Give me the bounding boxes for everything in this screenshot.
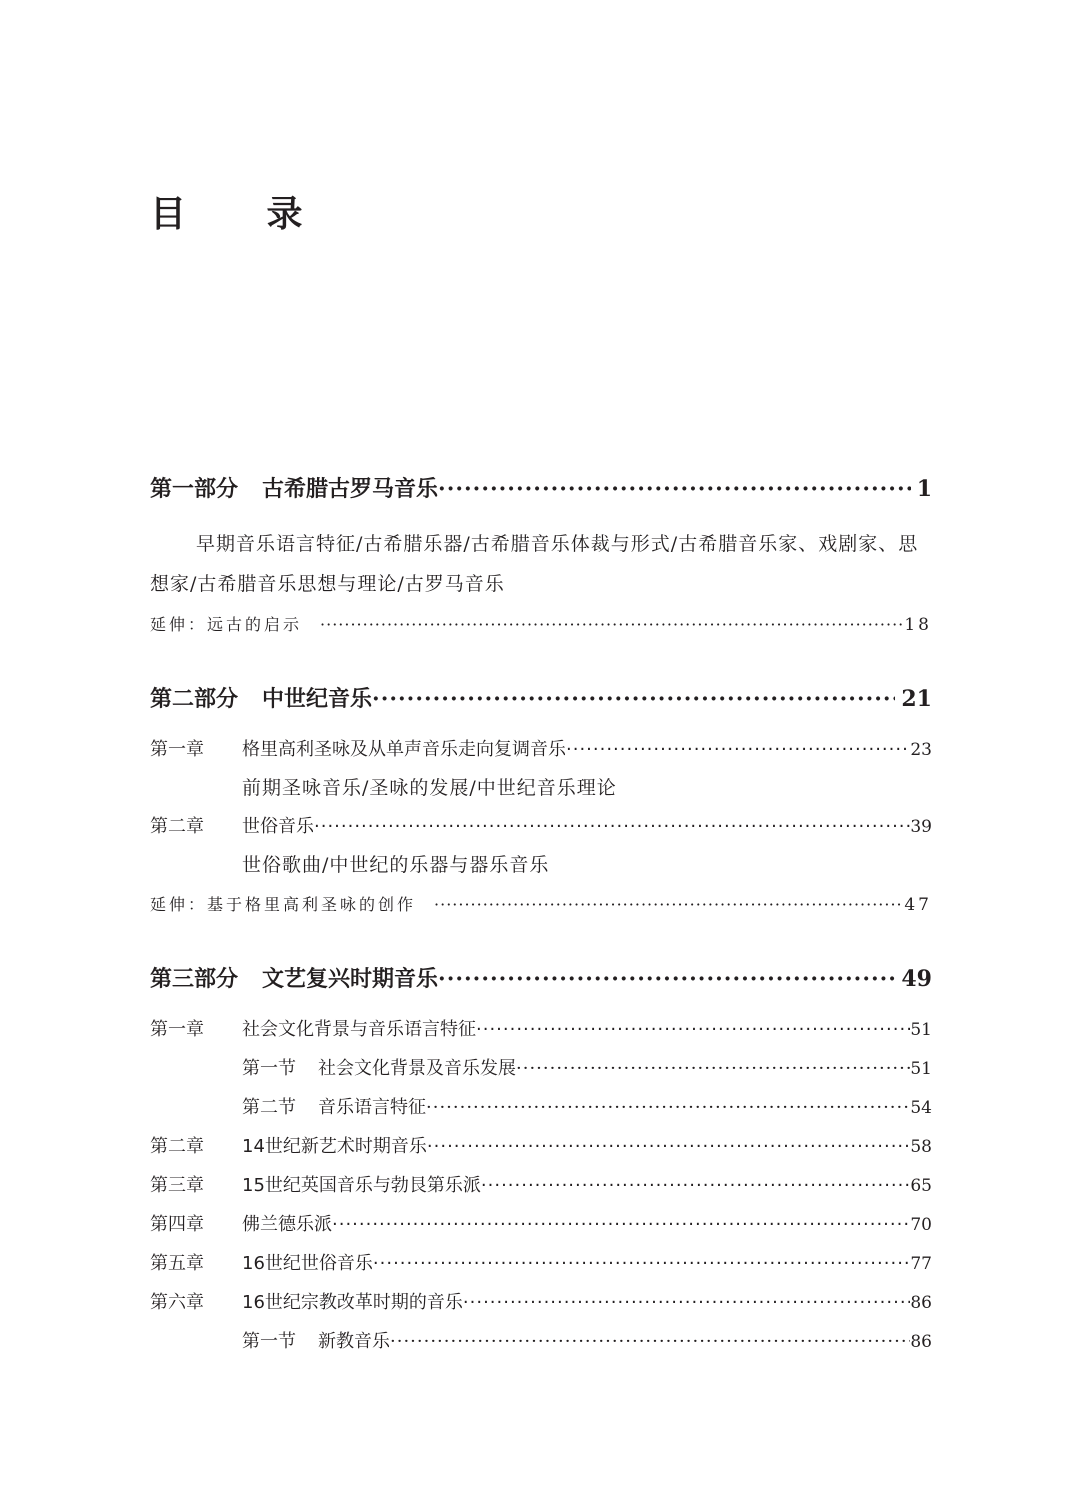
chapter-number: 第一章: [150, 1019, 204, 1040]
dot-leader: [476, 1010, 910, 1049]
toc-chapter[interactable]: [150, 730, 932, 769]
section-number: 第一节: [242, 1331, 296, 1352]
part-number: 第一部分: [150, 476, 239, 502]
toc-chapter[interactable]: [150, 1283, 932, 1322]
toc-section[interactable]: [150, 1049, 932, 1088]
dot-leader: [426, 1088, 910, 1127]
page-number: 49: [901, 966, 932, 992]
part-title: 文艺复兴时期音乐: [262, 966, 439, 992]
toc-chapter[interactable]: [150, 1010, 932, 1049]
page-number: 18: [904, 615, 932, 635]
extension-title: 延伸：远古的启示: [150, 615, 303, 634]
chapter-title: 16世纪宗教改革时期的音乐: [242, 1292, 463, 1313]
page-number: 77: [910, 1254, 932, 1274]
page-number: 70: [910, 1215, 932, 1235]
toc-chapter[interactable]: [150, 1244, 932, 1283]
dot-leader: [372, 676, 895, 722]
part-number: 第三部分: [150, 966, 239, 992]
table-of-contents: [150, 466, 932, 1361]
toc-chapter[interactable]: [150, 1205, 932, 1244]
chapter-title: 15世纪英国音乐与勃艮第乐派: [242, 1175, 481, 1196]
chapter-title: 16世纪世俗音乐: [242, 1253, 373, 1274]
part-description: 早期音乐语言特征/古希腊乐器/古希腊音乐体裁与形式/古希腊音乐家、戏剧家、思想家/古希腊音乐思想与理论/古罗马音乐: [150, 533, 919, 595]
page-number: 58: [910, 1137, 932, 1157]
chapter-title: 世俗音乐: [242, 816, 314, 837]
chapter-title: 格里高利圣咏及从单声音乐走向复调音乐: [242, 739, 566, 760]
page-number: 86: [910, 1332, 932, 1352]
chapter-number: 第二章: [150, 816, 204, 837]
dot-leader: [481, 1166, 910, 1205]
page-number: 51: [910, 1020, 932, 1040]
section-number: 第二节: [242, 1097, 296, 1118]
page-number: 23: [910, 740, 932, 760]
section-title: 新教音乐: [318, 1331, 390, 1352]
dot-leader: [427, 1127, 910, 1166]
toc-part-2[interactable]: [150, 676, 932, 722]
page-number: 39: [910, 817, 932, 837]
extension-title: 延伸：基于格里高利圣咏的创作: [150, 895, 417, 914]
chapter-number: 第五章: [150, 1253, 204, 1274]
chapter-title: 社会文化背景与音乐语言特征: [242, 1019, 476, 1040]
dot-leader: [438, 956, 895, 1002]
chapter-description: 前期圣咏音乐/圣咏的发展/中世纪音乐理论: [242, 777, 617, 799]
dot-leader: [390, 1322, 910, 1361]
chapter-number: 第二章: [150, 1136, 204, 1157]
toc-part-3[interactable]: [150, 956, 932, 1002]
section-title: 社会文化背景及音乐发展: [318, 1058, 516, 1079]
part-number: 第二部分: [150, 686, 239, 712]
section-number: 第一节: [242, 1058, 296, 1079]
section-title: 音乐语言特征: [318, 1097, 426, 1118]
toc-part-1[interactable]: [150, 466, 932, 512]
page-number: 47: [904, 895, 932, 915]
page-title: 目 录: [150, 193, 337, 235]
dot-leader: [373, 1244, 910, 1283]
toc-section[interactable]: [150, 1322, 932, 1361]
page-number: 86: [910, 1293, 932, 1313]
toc-section[interactable]: [150, 1088, 932, 1127]
page-number: 1: [916, 476, 932, 502]
dot-leader: [516, 1049, 910, 1088]
chapter-number: 第一章: [150, 739, 204, 760]
chapter-number: 第六章: [150, 1292, 204, 1313]
toc-chapter[interactable]: [150, 1166, 932, 1205]
page-number: 21: [901, 686, 932, 712]
dot-leader: [463, 1283, 910, 1322]
dot-leader: [438, 466, 911, 512]
chapter-number: 第三章: [150, 1175, 204, 1196]
part-title: 中世纪音乐: [262, 686, 373, 712]
chapter-title: 佛兰德乐派: [242, 1214, 332, 1235]
chapter-description: 世俗歌曲/中世纪的乐器与器乐音乐: [242, 854, 550, 876]
dot-leader: [434, 884, 904, 926]
dot-leader: [314, 807, 910, 846]
dot-leader: [566, 730, 910, 769]
chapter-number: 第四章: [150, 1214, 204, 1235]
part-title: 古希腊古罗马音乐: [262, 476, 439, 502]
chapter-title: 14世纪新艺术时期音乐: [242, 1136, 427, 1157]
page-number: 54: [910, 1098, 932, 1118]
toc-chapter[interactable]: [150, 807, 932, 846]
dot-leader: [320, 604, 904, 646]
page-number: 65: [910, 1176, 932, 1196]
toc-extension[interactable]: [150, 884, 932, 926]
toc-extension[interactable]: [150, 604, 932, 646]
page-number: 51: [910, 1059, 932, 1079]
toc-chapter[interactable]: [150, 1127, 932, 1166]
dot-leader: [332, 1205, 910, 1244]
